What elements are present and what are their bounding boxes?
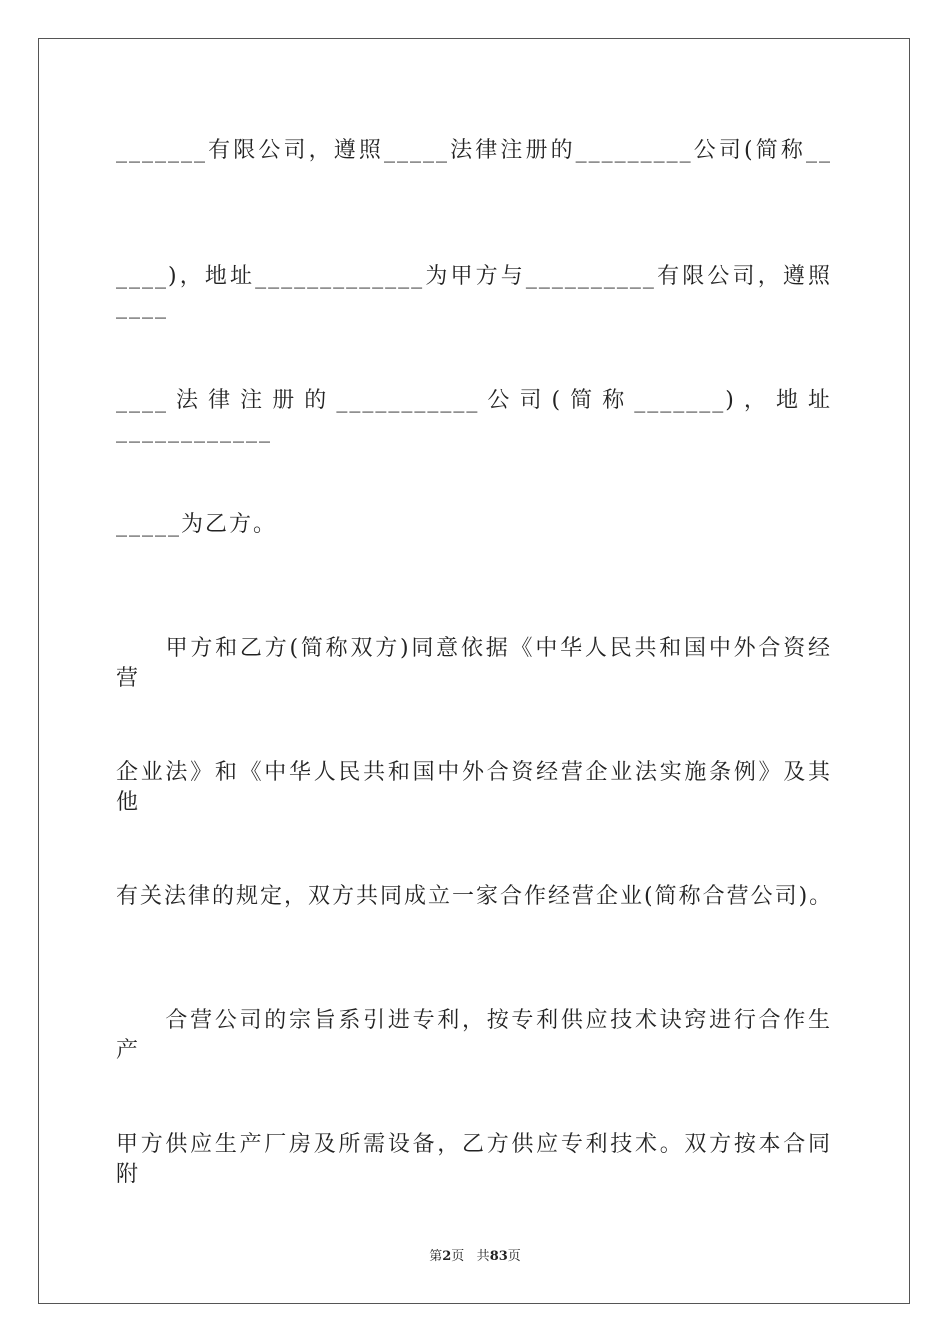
paragraph-2-line-2: 企业法》和《中华人民共和国中外合资经营企业法实施条例》及其他: [116, 760, 832, 815]
footer-total-prefix: 共: [476, 1249, 490, 1264]
paragraph-2-line-1: 甲方和乙方(简称双方)同意依据《中华人民共和国中外合资经营: [116, 636, 832, 691]
footer-total-pages: 83: [489, 1249, 508, 1264]
text-line-4: _____为乙方。: [116, 512, 278, 537]
paragraph-3-line-1: 合营公司的宗旨系引进专利，按专利供应技术诀窍进行合作生产: [116, 1008, 832, 1063]
footer-page-unit: 页: [451, 1249, 465, 1264]
page-frame: [38, 38, 910, 1304]
paragraph-3-line-2: 甲方供应生产厂房及所需设备，乙方供应专利技术。双方按本合同附: [116, 1132, 832, 1187]
page-footer: [0, 1248, 950, 1266]
footer-total-unit: 页: [507, 1249, 521, 1264]
text-line-2: ____)，地址_____________为甲方与__________有限公司，遵照____: [116, 264, 832, 319]
footer-prefix: 第: [429, 1249, 443, 1264]
text-line-1: _______有限公司，遵照_____法律注册的_________公司(简称__: [116, 138, 832, 163]
paragraph-2-line-3: 有关法律的规定，双方共同成立一家合作经营企业(简称合营公司)。: [116, 884, 834, 909]
text-line-3: ____法律注册的___________公司(简称_______)，地址____________: [116, 388, 832, 443]
footer-page-number: 2: [442, 1249, 452, 1264]
